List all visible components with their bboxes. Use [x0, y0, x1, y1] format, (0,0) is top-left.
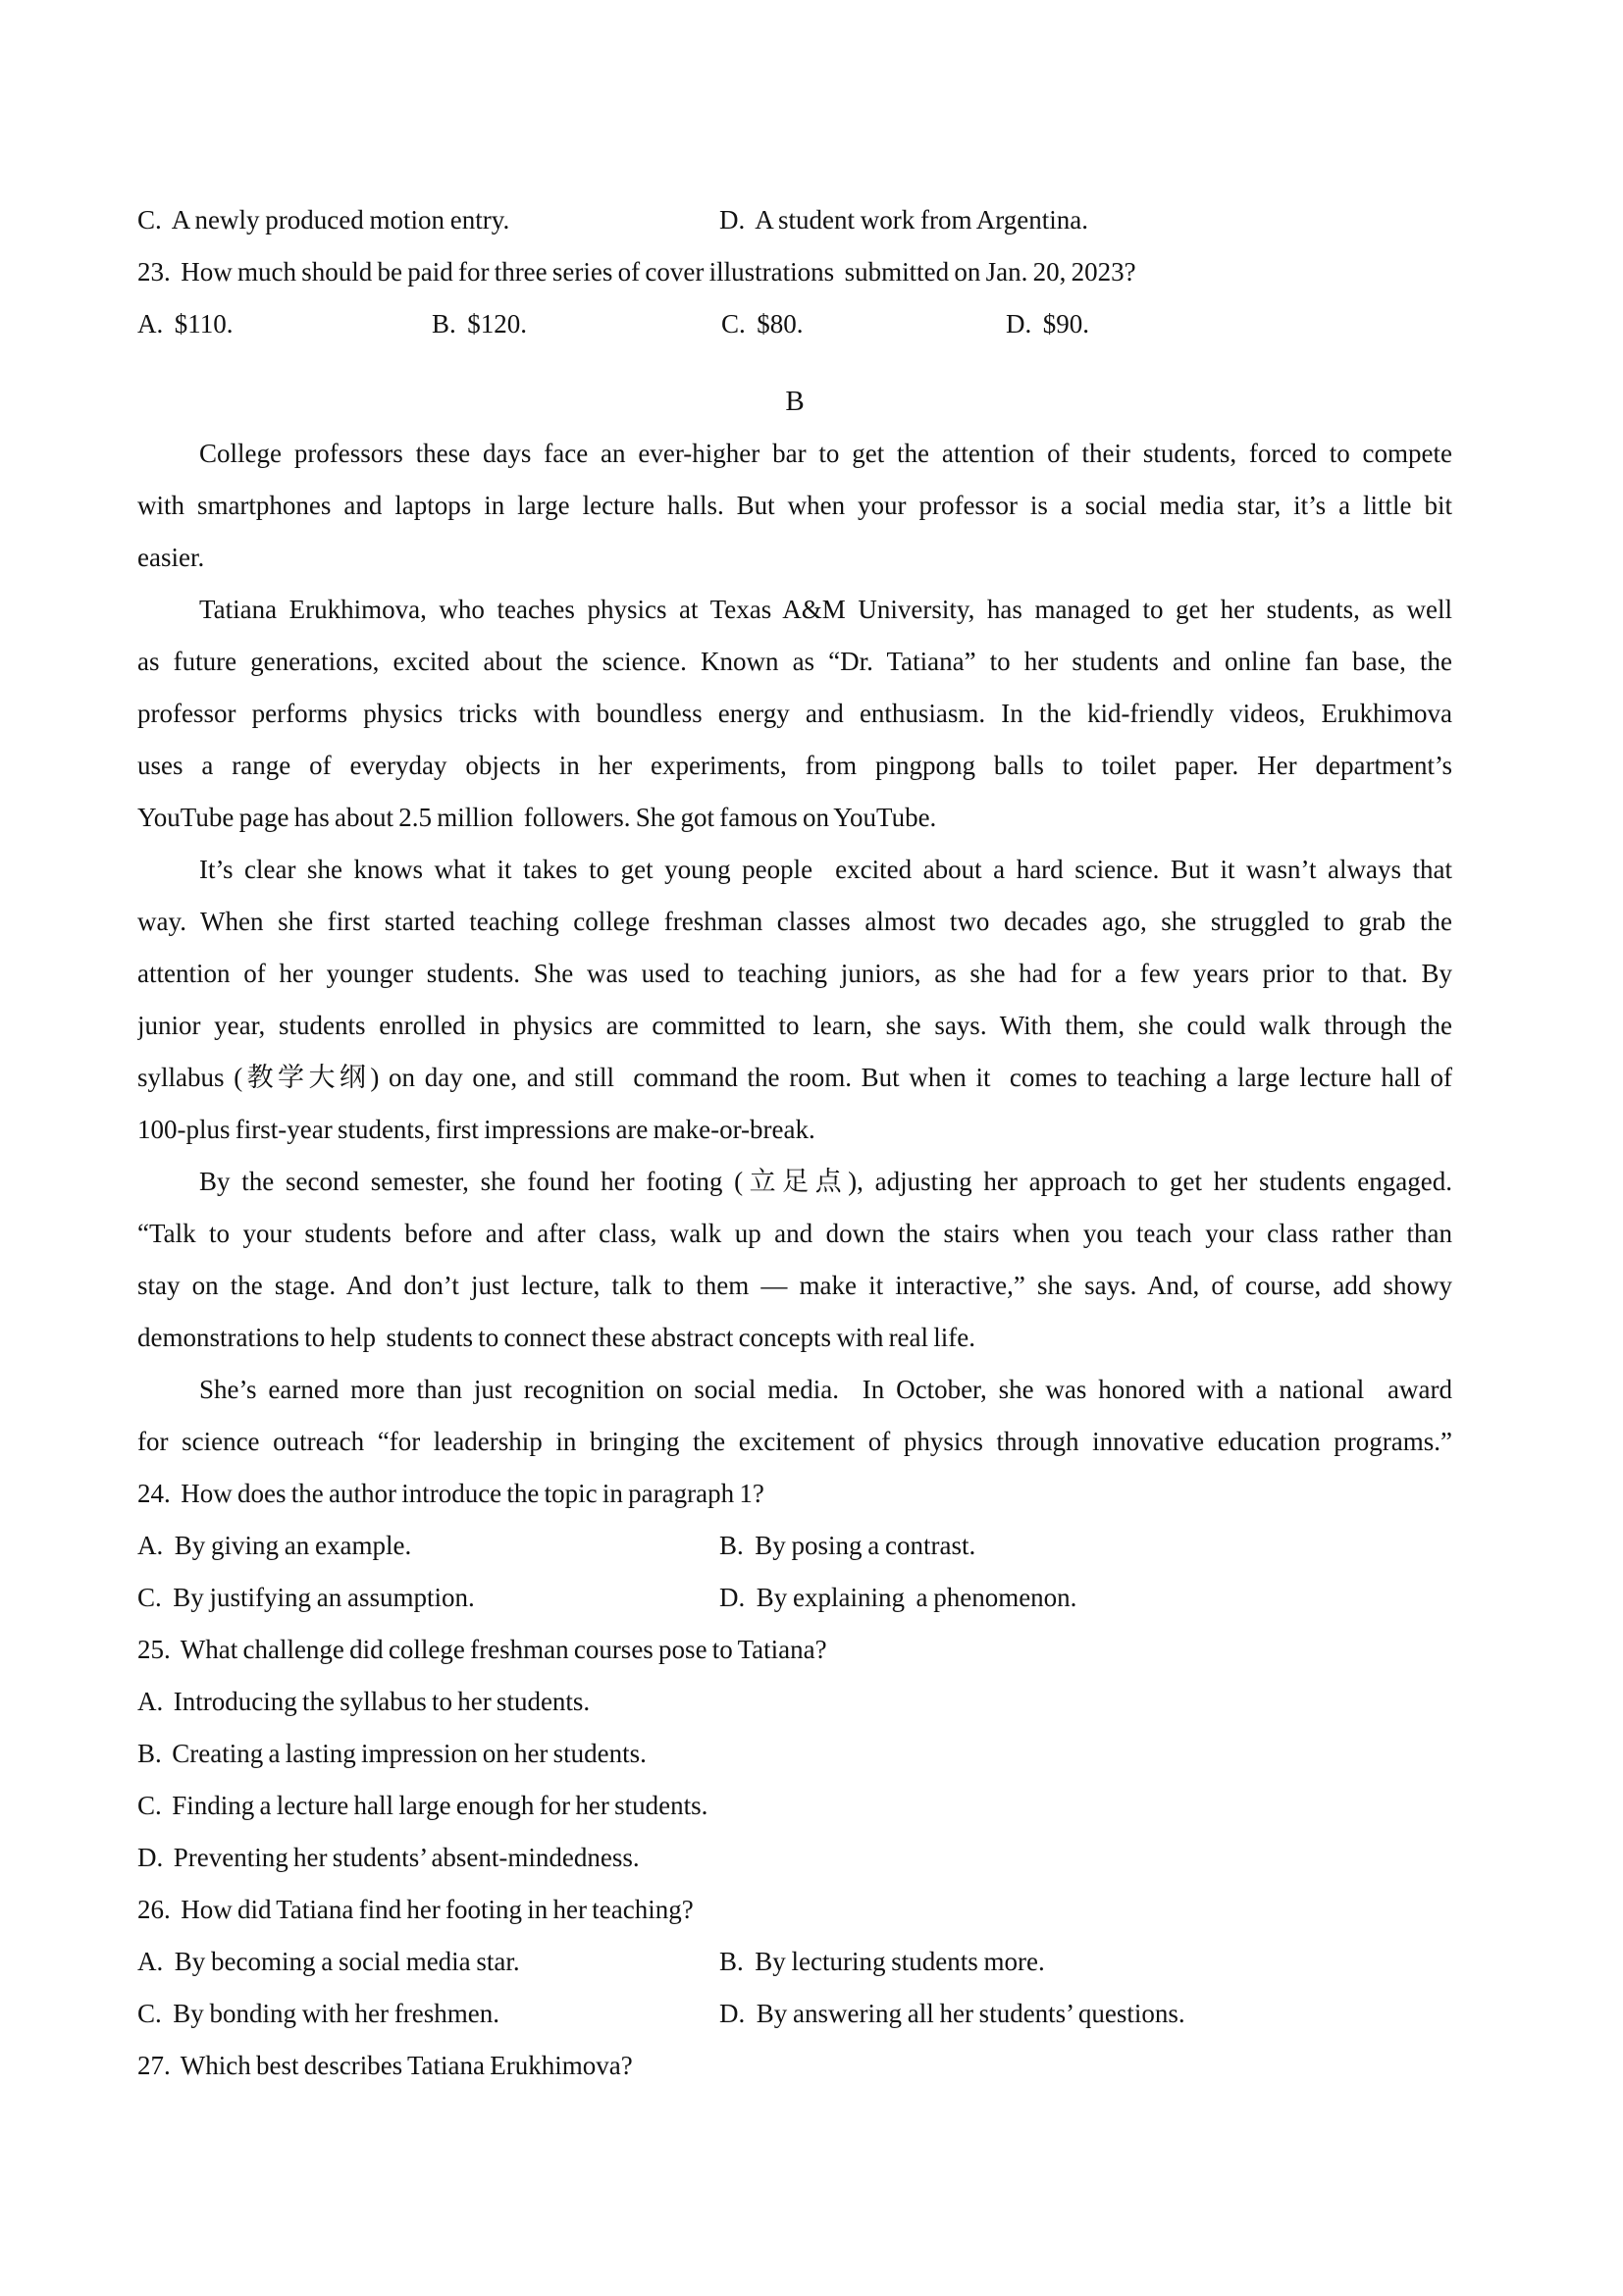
- passage-paragraph-1-line-2: with smartphones and laptops in large lecture halls. But when your professor is a social media star, it’s a little bit: [137, 491, 1452, 520]
- passage-paragraph-1-line-3: easier.: [137, 543, 205, 572]
- question-26-options-cd: [137, 1988, 1452, 2040]
- passage-paragraph-4-line-1: By the second semester, she found her footing (立足点), adjusting her approach to get her students engaged.: [199, 1167, 1452, 1196]
- question-25-option-a: A. Introducing the syllabus to her students.: [137, 1687, 591, 1716]
- passage-paragraph-3-line-2: way. When she first started teaching college freshman classes almost two decades ago, she struggled to grab the: [137, 907, 1452, 936]
- question-23-options: [137, 298, 1452, 350]
- question-26: 26. How did Tatiana find her footing in her teaching?: [137, 1895, 694, 1924]
- passage-paragraph-3-line-5: syllabus (教学大纲) on day one, and still command the room. But when it comes to teaching a large lecture hall of: [137, 1063, 1452, 1092]
- passage-paragraph-2-line-1: Tatiana Erukhimova, who teaches physics at Texas A&M University, has managed to get her students, as well: [199, 595, 1452, 624]
- question-24-options-cd: [137, 1572, 1452, 1624]
- passage-paragraph-2-line-3: professor performs physics tricks with boundless energy and enthusiasm. In the kid-friendly videos, Erukhimova: [137, 699, 1452, 728]
- option-item: D. By explaining a phenomenon.: [719, 1583, 1077, 1612]
- question-25-option-c: C. Finding a lecture hall large enough for her students.: [137, 1791, 708, 1820]
- option-item: C. By justifying an assumption.: [137, 1583, 475, 1612]
- passage-paragraph-2-line-4: uses a range of everyday objects in her experiments, from pingpong balls to toilet paper. Her department’s: [137, 751, 1452, 780]
- option-item: C. A newly produced motion entry.: [137, 205, 510, 235]
- question-25-option-d: D. Preventing her students’ absent-mindedness.: [137, 1843, 640, 1872]
- option-item: A. By becoming a social media star.: [137, 1947, 520, 1976]
- question-27: 27. Which best describes Tatiana Erukhimova?: [137, 2051, 633, 2080]
- option-item: D. A student work from Argentina.: [719, 205, 1088, 235]
- document-content: [137, 194, 1452, 2092]
- question-23: 23. How much should be paid for three series of cover illustrations submitted on Jan. 20, 2023?: [137, 257, 1136, 287]
- passage-paragraph-4-line-4: demonstrations to help students to connect these abstract concepts with real life.: [137, 1323, 976, 1352]
- option-item: B. By posing a contrast.: [719, 1531, 976, 1560]
- question-24-options-ab: [137, 1520, 1452, 1572]
- option-item: A. $110.: [137, 309, 234, 339]
- option-item: C. $80.: [721, 309, 804, 339]
- passage-paragraph-5-line-2: for science outreach “for leadership in bringing the excitement of physics through innovative education programs.”: [137, 1427, 1452, 1456]
- passage-b-heading: B: [785, 386, 805, 417]
- passage-paragraph-3-line-6: 100-plus first-year students, first impressions are make-or-break.: [137, 1115, 815, 1144]
- passage-paragraph-1-line-1: College professors these days face an ever-higher bar to get the attention of their students, forced to compete: [199, 439, 1452, 468]
- passage-paragraph-3-line-3: attention of her younger students. She was used to teaching juniors, as she had for a few years prior to that. By: [137, 959, 1452, 988]
- option-item: D. By answering all her students’ questions.: [719, 1999, 1185, 2028]
- passage-paragraph-3-line-1: It’s clear she knows what it takes to get young people excited about a hard science. But it wasn’t always that: [199, 855, 1452, 884]
- option-item: C. By bonding with her freshmen.: [137, 1999, 499, 2028]
- passage-paragraph-5-line-1: She’s earned more than just recognition on social media. In October, she was honored with a national award: [199, 1375, 1452, 1404]
- question-25: 25. What challenge did college freshman courses pose to Tatiana?: [137, 1635, 827, 1664]
- passage-paragraph-4-line-3: stay on the stage. And don’t just lecture, talk to them — make it interactive,” she says. And, of course, add showy: [137, 1271, 1452, 1300]
- option-item: B. By lecturing students more.: [719, 1947, 1045, 1976]
- option-item: A. By giving an example.: [137, 1531, 412, 1560]
- option-item: D. $90.: [1006, 309, 1089, 339]
- question-24: 24. How does the author introduce the topic in paragraph 1?: [137, 1479, 764, 1508]
- passage-paragraph-3-line-4: junior year, students enrolled in physics are committed to learn, she says. With them, she could walk through the: [137, 1011, 1452, 1040]
- passage-paragraph-2-line-2: as future generations, excited about the science. Known as “Dr. Tatiana” to her students and online fan base, the: [137, 647, 1452, 676]
- question-26-options-ab: [137, 1936, 1452, 1988]
- passage-paragraph-2-line-5: YouTube page has about 2.5 million followers. She got famous on YouTube.: [137, 803, 937, 832]
- question-22-options-cd: [137, 194, 1452, 246]
- question-25-option-b: B. Creating a lasting impression on her students.: [137, 1739, 647, 1768]
- passage-paragraph-4-line-2: “Talk to your students before and after class, walk up and down the stairs when you teach your class rather than: [137, 1219, 1452, 1248]
- option-item: B. $120.: [432, 309, 528, 339]
